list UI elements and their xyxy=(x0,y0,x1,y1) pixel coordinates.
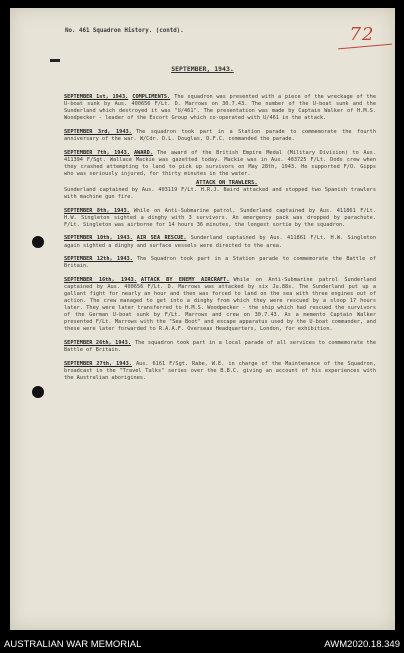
entries-list xyxy=(64,94,376,389)
month-title: SEPTEMBER, 1943. xyxy=(171,65,234,73)
entry-date: SEPTEMBER 16th, 1943. xyxy=(64,276,137,283)
entry-text: The squadron took part in a Station parade to commemorate the fourth anniversary of the war. W/Cdr. D.L. Douglas, D.F.C. commanded the parade. xyxy=(64,128,376,142)
entry-text: Sunderland captained by Aus. 411861 F/Lt. H.W. Singleton again sighted a dinghy and surface vessels were directed to the area. xyxy=(64,235,376,249)
entry-text: The Squadron took part in a Station parade to commemorate the Battle of Britain. xyxy=(64,256,376,270)
entry xyxy=(64,277,376,334)
entry xyxy=(64,256,376,270)
entry-date: SEPTEMBER 10th, 1943. xyxy=(64,235,133,242)
entry-date: SEPTEMBER 26th, 1943. xyxy=(64,340,131,347)
entry-heading: AWARD. xyxy=(133,149,153,156)
punch-hole xyxy=(32,386,44,398)
document-header: No. 461 Squadron History. (contd). xyxy=(65,28,184,34)
entry-text: The squadron took part in a local parade of all services to commemorate the Battle of Britain. xyxy=(64,340,376,354)
entry xyxy=(64,94,376,122)
entry xyxy=(64,208,376,229)
entry xyxy=(64,187,376,201)
entry-date: SEPTEMBER 27th, 1943. xyxy=(64,360,132,367)
archive-footer xyxy=(0,636,404,653)
entry-text: While on Anti-Submarine patrol Sunderland captained by Aus. 400656 F/Lt. D. Marrows was attacked by six Ju.88s. The Sunderland put up a gallant fight for nearly an hour and then was forced to land on the sea with three engines out of action. The crew managed to get into a dinghy from which they were rescued by a sloop 17 hours later. They were later transferred to H.M.S. Woodpecker - the ship which had rescued the survivors of the German U-boat sunk by F/Lt. Marrows and crew on 30.7.43. As a memento Captain Walker presented F/Lt. Marrows with the "Sea Boot" and escape apparatus used by the U-boat commander, and these were later forwarded to R.A.A.F. Overseas Headquarters, London, for exhibition. xyxy=(64,276,376,333)
margin-mark xyxy=(50,59,60,62)
entry-text: The award of the British Empire Medal (Military Division) to Aus. 411394 F/Sgt. Wallace Mackie was gazetted today. Mackie was in Aus. 403725 F/Lt. Dods crew when they crashed attempting to land to pick up survivors on May 28th, 1943. He supported F/O. Gipps who was seriously injured, for thirty minutes in the water. xyxy=(64,149,377,177)
entry-heading: COMPLIMENTS. xyxy=(132,94,171,100)
document-page xyxy=(10,8,395,630)
entry-date: SEPTEMBER 1st, 1943. xyxy=(64,94,129,100)
footer-accession-number: AWM2020.18.349 xyxy=(324,639,400,650)
punch-hole xyxy=(32,236,44,248)
entry xyxy=(64,235,376,249)
entry xyxy=(64,361,376,382)
entry-date: SEPTEMBER 8th, 1943. xyxy=(64,207,130,214)
handwritten-page-number: 72 xyxy=(336,24,388,50)
entry-date: SEPTEMBER 7th, 1943. xyxy=(64,149,130,156)
entry-heading: AIR SEA RESCUE. xyxy=(136,235,187,242)
entry-text: While on Anti-Submarine patrol, Sunderland captained by Aus. 411861 F/Lt. H.W. Singleton sighted a dinghy with 3 survivors. An emergency pack was dropped by parachute. F/Lt. Singleton was airborne for 14 hours 36 minutes, the longest sortie by the squadron. xyxy=(64,207,376,228)
entry-heading-centered: ATTACK ON TRAWLERS. xyxy=(196,179,258,186)
entry-date: SEPTEMBER 3rd, 1943. xyxy=(64,128,132,135)
entry xyxy=(64,150,376,178)
entry-date: SEPTEMBER 12th, 1943. xyxy=(64,256,133,263)
entry xyxy=(64,129,376,143)
entry-text: The squadron was presented with a piece of the wreckage of the U-boat sunk by Aus. 400656 F/Lt. D. Marrows on 30.7.43. The number of the U-boat sunk and the Sunderland which destroyed it was "U/461". The presentation was made by Captain Walker of H.M.S. Woodpecker - leader of the Escort Group which co-operated with U/461 in the attack. xyxy=(64,94,377,122)
entry-text: Sunderland captained by Aus. 403119 F/Lt. H.R.J. Baird attacked and stopped two Spanish trawlers with machine gun fire. xyxy=(64,186,376,201)
entry-text: Aus. 6161 F/Sgt. Rabe, W.E. in charge of the Maintenance of the Squadron, broadcast in the "Travel Talks" series over the B.B.C. giving an account of his experiences with the Australian aborigines. xyxy=(64,360,376,381)
footer-institution: AUSTRALIAN WAR MEMORIAL xyxy=(4,639,142,650)
entry xyxy=(64,340,376,354)
entry-heading: ATTACK BY ENEMY AIRCRAFT. xyxy=(140,276,230,283)
